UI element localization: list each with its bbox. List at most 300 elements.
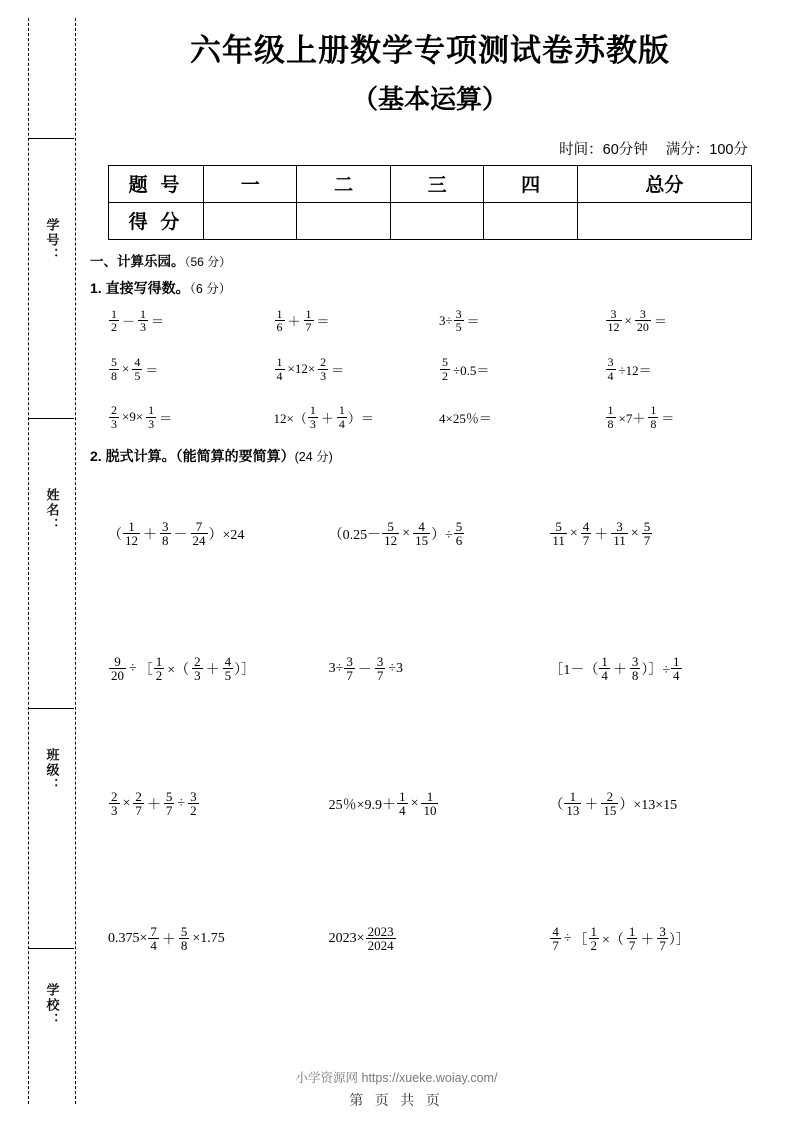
math-expression [274, 356, 347, 382]
oral-calculation-item[interactable] [274, 404, 440, 430]
fraction [304, 308, 314, 334]
score-input-cell[interactable] [484, 202, 577, 239]
fraction [275, 308, 285, 334]
fraction-denominator: 2 [442, 368, 448, 383]
fraction-denominator: 7 [643, 533, 651, 549]
rail-label-school: 学校： [44, 983, 60, 1028]
fraction-denominator: 12 [125, 533, 138, 549]
math-operator: ＝ [653, 314, 667, 330]
math-expression [439, 408, 492, 427]
footer-page-number: 第 页 共 页 [349, 1094, 444, 1109]
math-expression [549, 655, 682, 683]
fraction-numerator: 4 [134, 354, 141, 369]
fraction-denominator: 7 [628, 938, 636, 954]
oral-calculation-item[interactable] [439, 308, 605, 334]
math-operator: ×12× [287, 361, 316, 377]
fraction [146, 404, 156, 430]
fraction [375, 655, 386, 683]
fraction-denominator: 5 [134, 368, 141, 383]
math-text: 4×25％＝ [439, 410, 492, 426]
score-table-header-cell: 三 [390, 165, 483, 202]
math-operator: ＋ [205, 662, 220, 678]
math-text: ［1－（ [549, 662, 599, 678]
math-text: ）］÷ [641, 662, 671, 678]
fraction [192, 655, 203, 683]
score-table-header-cell: 二 [297, 165, 390, 202]
written-calculation-grid [90, 466, 770, 1006]
rail-divider-1 [28, 138, 74, 139]
fraction [606, 308, 622, 334]
oral-calculation-item[interactable] [108, 404, 274, 430]
math-text: （0.25－ [328, 527, 382, 543]
score-input-cell[interactable] [204, 202, 297, 239]
fraction-denominator: 10 [423, 803, 437, 819]
fraction-denominator: 7 [552, 938, 559, 954]
written-calculation-item[interactable] [549, 871, 770, 1006]
fraction-denominator: 3 [111, 803, 118, 819]
fraction-denominator: 8 [607, 416, 614, 431]
table-row [109, 165, 752, 202]
fraction-denominator: 4 [338, 416, 345, 431]
oral-calculation-item[interactable] [108, 308, 274, 334]
math-operator: ＋ [320, 410, 334, 426]
fraction-denominator: 5 [455, 320, 462, 335]
fraction-numerator: 1 [305, 306, 312, 321]
math-text: ）＝ [347, 410, 374, 426]
fraction [337, 404, 347, 430]
fraction-denominator: 3 [320, 368, 327, 383]
math-operator: × [122, 361, 130, 377]
left-info-rail [28, 18, 76, 1104]
math-expression [549, 520, 653, 548]
written-calculation-item[interactable] [108, 466, 329, 601]
time-score-bar [90, 138, 770, 159]
section-1-title: 一、计算乐园。 [90, 253, 185, 269]
math-operator: × [630, 525, 639, 541]
math-text: ）］ [234, 662, 256, 678]
fraction-denominator: 13 [566, 803, 580, 819]
math-operator: ÷ [563, 930, 572, 946]
fraction [397, 790, 408, 818]
math-operator: ＋ [584, 797, 599, 813]
score-input-cell[interactable] [390, 202, 483, 239]
fraction-numerator: 3 [659, 923, 666, 939]
written-calculation-item[interactable] [108, 736, 329, 871]
fraction-numerator: 5 [643, 518, 651, 534]
rail-divider-3 [28, 708, 74, 709]
score-table [108, 165, 752, 240]
fraction-numerator: 1 [148, 403, 155, 418]
rail-divider-2 [28, 418, 74, 419]
part-2-points: (24 分) [294, 450, 333, 465]
fraction-denominator: 8 [162, 533, 169, 549]
math-expression [605, 404, 677, 430]
math-operator: ÷ [129, 660, 137, 676]
fraction-denominator: 12 [607, 320, 620, 335]
part-2-title: 2. 脱式计算。（能简算的要简算） [90, 448, 295, 465]
fraction-numerator: 1 [276, 354, 283, 369]
fraction-denominator: 2 [590, 938, 598, 954]
fraction [308, 404, 318, 430]
math-expression [108, 520, 244, 548]
fraction-numerator: 9 [114, 653, 121, 669]
score-table-header-cell: 题 号 [109, 165, 204, 202]
fraction [421, 790, 438, 818]
math-operator: ＝ [661, 410, 675, 426]
math-expression [108, 925, 227, 953]
math-operator: ÷12＝ [618, 362, 652, 378]
fraction-numerator: 7 [150, 923, 157, 939]
fraction-numerator: 5 [555, 518, 562, 534]
fraction-numerator: 3 [631, 653, 639, 669]
fraction-numerator: 5 [111, 354, 117, 369]
fraction-denominator: 5 [224, 668, 232, 684]
math-text: （ [549, 797, 564, 813]
table-row [109, 202, 752, 239]
fraction [132, 356, 142, 382]
math-operator: ＋ [146, 797, 161, 813]
written-calculation-item[interactable] [108, 871, 329, 1006]
fraction-numerator: 1 [309, 403, 316, 418]
fraction-numerator: 3 [455, 306, 462, 321]
math-operator: ÷ [177, 795, 186, 811]
fraction-numerator: 1 [607, 403, 614, 418]
fraction-numerator: 1 [601, 653, 608, 669]
oral-calculation-grid [90, 308, 770, 431]
math-operator: ＝ [316, 314, 330, 330]
fraction [109, 790, 120, 818]
math-expression [329, 790, 440, 818]
fraction [109, 308, 119, 334]
fraction-numerator: 1 [128, 518, 135, 534]
oral-calculation-item[interactable] [439, 404, 605, 430]
fraction-denominator: 15 [415, 533, 429, 549]
written-calculation-item[interactable] [549, 601, 770, 736]
math-expression [108, 356, 160, 382]
score-table-label-cell: 得 分 [109, 202, 204, 239]
math-text: 12×（ [273, 410, 307, 426]
fraction-denominator: 12 [384, 533, 398, 549]
math-expression [329, 655, 405, 683]
math-text: 3÷ [328, 660, 344, 676]
fraction-numerator: 5 [442, 354, 448, 369]
math-operator: ＋ [612, 662, 627, 678]
exam-content [90, 0, 770, 1006]
fraction-numerator: 2023 [367, 923, 394, 939]
fraction [164, 790, 175, 818]
section-1-heading [90, 250, 770, 270]
fraction [318, 356, 328, 382]
fraction [275, 356, 285, 382]
math-operator: － [122, 314, 136, 330]
fraction-denominator: 4 [150, 938, 157, 954]
fraction [133, 790, 144, 818]
fraction-denominator: 3 [194, 668, 201, 684]
math-operator: － [173, 527, 188, 543]
fraction [160, 520, 171, 548]
fraction-denominator: 3 [148, 416, 155, 431]
fraction-numerator: 1 [590, 923, 598, 939]
fraction-denominator: 8 [631, 668, 639, 684]
time-label: 时间：60分钟 [559, 141, 648, 158]
fraction [154, 655, 165, 683]
math-operator: ＝ [145, 362, 159, 378]
fraction-denominator: 11 [552, 533, 565, 549]
oral-calculation-item[interactable] [274, 308, 440, 334]
fraction [148, 925, 159, 953]
fraction [223, 655, 234, 683]
fraction [191, 520, 208, 548]
fraction-numerator: 1 [111, 306, 117, 321]
score-table-header-cell: 总分 [577, 165, 751, 202]
fraction-denominator: 8 [111, 368, 117, 383]
fraction [382, 520, 399, 548]
math-text: 2023× [328, 930, 365, 946]
fraction-denominator: 20 [636, 320, 649, 335]
fraction [648, 404, 658, 430]
fraction [109, 356, 119, 382]
fraction [671, 655, 682, 683]
fraction [657, 925, 668, 953]
fraction-numerator: 5 [387, 518, 394, 534]
fraction [366, 925, 396, 953]
fraction-numerator: 4 [552, 923, 559, 939]
fraction [606, 404, 616, 430]
math-expression [439, 356, 491, 382]
math-expression [108, 655, 255, 683]
math-operator: ＋ [143, 527, 157, 543]
fraction-numerator: 3 [190, 788, 197, 804]
math-expression [108, 308, 166, 334]
fraction [589, 925, 600, 953]
score-input-cell[interactable] [577, 202, 751, 239]
math-operator: × [624, 312, 632, 328]
fraction [606, 356, 616, 382]
fraction-denominator: 7 [376, 668, 384, 684]
math-operator: ×9× [122, 409, 144, 425]
fraction [564, 790, 581, 818]
math-operator: ＋ [594, 527, 609, 543]
fraction-numerator: 1 [338, 403, 345, 418]
math-expression [605, 356, 654, 382]
fraction [123, 520, 140, 548]
fraction-denominator: 8 [180, 938, 188, 954]
fraction-denominator: 7 [582, 533, 590, 549]
math-operator: ÷0.5＝ [453, 362, 490, 378]
fraction-numerator: 2 [111, 403, 117, 418]
fraction-numerator: 2 [320, 354, 327, 369]
fraction [630, 655, 641, 683]
fraction-denominator: 11 [613, 533, 626, 549]
fraction-denominator: 2024 [367, 938, 394, 954]
math-expression [274, 404, 374, 430]
math-operator: × [569, 525, 578, 541]
fraction [550, 925, 561, 953]
fraction-numerator: 4 [418, 518, 425, 534]
fraction-denominator: 4 [399, 803, 406, 819]
fraction-numerator: 7 [195, 518, 203, 534]
rail-label-class: 班级： [44, 748, 60, 793]
math-expression [549, 925, 690, 953]
oral-calculation-item[interactable] [605, 308, 771, 334]
fraction-numerator: 1 [399, 788, 406, 804]
math-operator: × [402, 525, 411, 541]
fraction-numerator: 1 [155, 653, 163, 669]
fraction-denominator: 2 [111, 320, 117, 335]
fraction [454, 308, 464, 334]
fraction-denominator: 4 [673, 668, 680, 684]
math-operator: ×1.75 [192, 930, 225, 946]
fraction-denominator: 3 [140, 320, 147, 335]
fraction-denominator: 4 [601, 668, 608, 684]
math-expression [439, 308, 482, 334]
math-expression [274, 308, 332, 334]
fraction-numerator: 1 [628, 923, 636, 939]
math-text: ［ [138, 662, 153, 678]
fraction-denominator: 3 [309, 416, 316, 431]
fraction-denominator: 2 [190, 803, 197, 819]
oral-calculation-item[interactable] [605, 356, 771, 382]
math-operator: ＝ [151, 314, 165, 330]
math-operator: ＝ [331, 362, 345, 378]
fraction-denominator: 6 [455, 533, 463, 549]
fraction-numerator: 1 [673, 653, 680, 669]
fraction-numerator: 1 [276, 306, 283, 321]
fraction [601, 790, 618, 818]
fraction-numerator: 2 [194, 653, 201, 669]
fraction-denominator: 2 [155, 668, 163, 684]
fraction-numerator: 3 [610, 306, 617, 321]
fraction-denominator: 7 [135, 803, 142, 819]
fraction-denominator: 4 [276, 368, 283, 383]
part-1-title: 1. 直接写得数。 [90, 279, 190, 296]
fraction [413, 520, 430, 548]
fraction [635, 308, 651, 334]
math-operator: ÷3 [388, 660, 404, 676]
math-operator: ＋ [287, 314, 301, 330]
oral-calculation-item[interactable] [605, 404, 771, 430]
written-calculation-item[interactable] [329, 601, 550, 736]
fraction [109, 655, 126, 683]
fraction [440, 356, 450, 382]
math-operator: ×（ [167, 662, 190, 678]
fraction-numerator: 3 [616, 518, 623, 534]
fraction-numerator: 2 [606, 788, 614, 804]
section-1-points: （56 分） [184, 254, 232, 269]
page-title: 六年级上册数学专项测试卷苏教版 [190, 33, 670, 68]
math-text: ［ [573, 932, 588, 948]
math-text: 3÷ [439, 312, 453, 328]
math-operator: － [357, 662, 372, 678]
fraction-numerator: 3 [376, 653, 384, 669]
fraction [599, 655, 610, 683]
fraction-numerator: 1 [140, 306, 147, 321]
math-text: ）］ [668, 932, 690, 948]
fraction-numerator: 2 [111, 788, 118, 804]
fraction-numerator: 3 [346, 653, 353, 669]
fraction-denominator: 4 [607, 368, 614, 383]
written-calculation-item[interactable] [549, 736, 770, 871]
part-1-heading [90, 278, 770, 298]
math-text: （ [108, 527, 122, 543]
written-calculation-item[interactable] [108, 601, 329, 736]
score-table-header-cell: 四 [484, 165, 577, 202]
fraction [611, 520, 628, 548]
math-operator: × [410, 795, 419, 811]
math-operator: × [122, 795, 131, 811]
fraction-denominator: 24 [192, 533, 206, 549]
oral-calculation-item[interactable] [108, 356, 274, 382]
fraction [138, 308, 148, 334]
written-calculation-item[interactable] [329, 466, 550, 601]
fraction [642, 520, 653, 548]
written-calculation-item[interactable] [329, 736, 550, 871]
fraction-denominator: 15 [603, 803, 617, 819]
fraction [627, 925, 638, 953]
fraction-denominator: 7 [305, 320, 312, 335]
part-1-points: （6 分） [189, 281, 232, 296]
fraction-denominator: 6 [276, 320, 283, 335]
fraction [179, 925, 190, 953]
footer-site-link[interactable]: 小学资源网 https://xueke.woiay.com/ [295, 1071, 498, 1085]
fraction-denominator: 7 [659, 938, 666, 954]
math-operator: ＋ [161, 932, 176, 948]
written-calculation-item[interactable] [549, 466, 770, 601]
fraction-numerator: 1 [426, 788, 434, 804]
math-operator: ×（ [602, 932, 624, 948]
math-expression [605, 308, 669, 334]
fraction-denominator: 7 [346, 668, 353, 684]
math-text: ）÷ [431, 527, 453, 543]
math-text: ）×24 [208, 527, 245, 543]
fraction-numerator: 5 [455, 518, 463, 534]
math-text: 0.375× [108, 930, 148, 946]
math-text: 25％×9.9＋ [328, 797, 397, 813]
rail-divider-4 [28, 948, 74, 949]
fraction-numerator: 1 [569, 788, 577, 804]
fraction [188, 790, 199, 818]
fraction [581, 520, 592, 548]
math-expression [549, 790, 677, 818]
math-expression [329, 925, 397, 953]
fraction-numerator: 3 [639, 306, 646, 321]
fraction-numerator: 5 [180, 923, 188, 939]
math-operator: ＝ [159, 410, 173, 426]
fraction-numerator: 3 [162, 518, 169, 534]
score-input-cell[interactable] [297, 202, 390, 239]
oral-calculation-item[interactable] [439, 356, 605, 382]
math-expression [108, 790, 200, 818]
fraction-numerator: 5 [165, 788, 173, 804]
math-expression [108, 404, 174, 430]
fraction [550, 520, 567, 548]
math-expression [329, 520, 466, 548]
score-table-header-cell: 一 [204, 165, 297, 202]
full-score-label: 满分：100分 [665, 141, 748, 158]
math-operator: ×7＋ [618, 410, 646, 426]
written-calculation-item[interactable] [329, 871, 550, 1006]
fraction-denominator: 20 [111, 668, 124, 684]
fraction [454, 520, 465, 548]
fraction-numerator: 4 [582, 518, 590, 534]
math-text: ）×13×15 [619, 797, 678, 813]
fraction-numerator: 3 [607, 354, 614, 369]
oral-calculation-item[interactable] [274, 356, 440, 382]
fraction-denominator: 7 [165, 803, 173, 819]
fraction-denominator: 8 [650, 416, 657, 431]
fraction-numerator: 1 [650, 403, 657, 418]
fraction-numerator: 2 [135, 788, 142, 804]
